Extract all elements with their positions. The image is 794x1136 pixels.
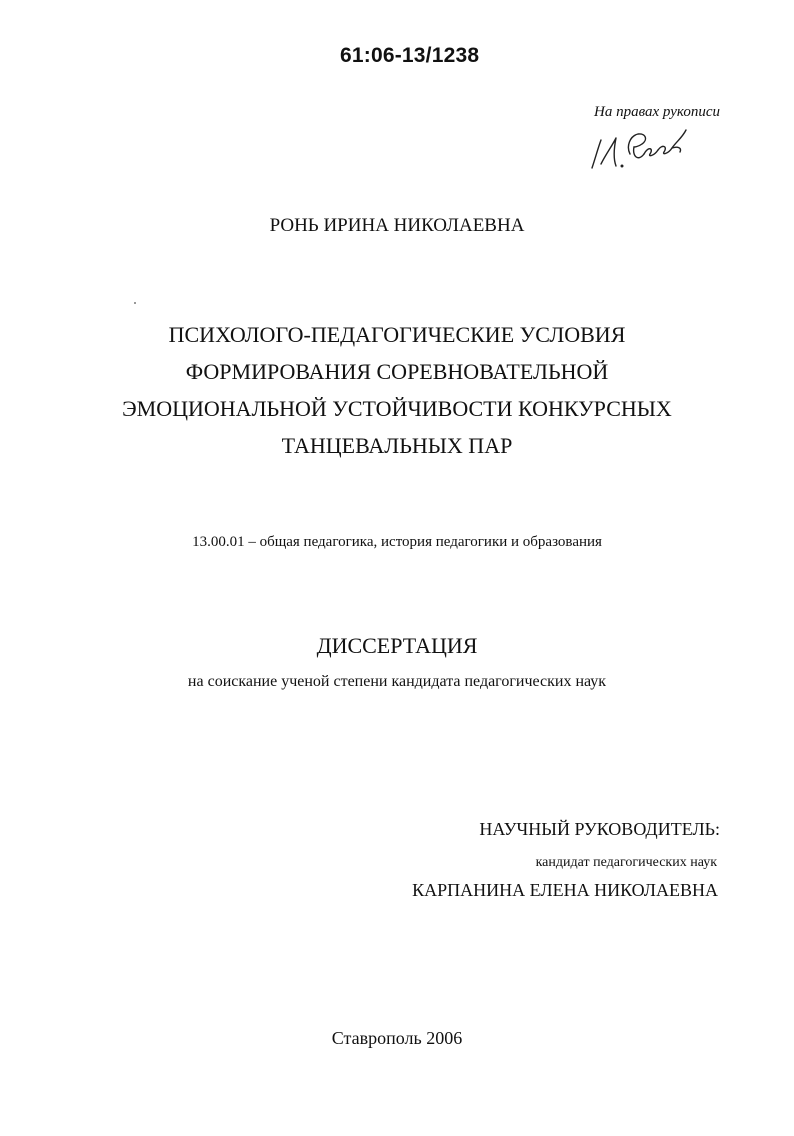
- dissertation-title: [0, 316, 794, 464]
- degree-sought: на соискание ученой степени кандидата педагогических наук: [187, 673, 607, 690]
- document-type: ДИССЕРТАЦИЯ: [316, 633, 478, 658]
- author-name: РОНЬ ИРИНА НИКОЛАЕВНА: [269, 215, 525, 236]
- catalog-code: 61:06-13/1238: [340, 44, 480, 67]
- title-line: ФОРМИРОВАНИЯ СОРЕВНОВАТЕЛЬНОЙ: [185, 359, 609, 384]
- scan-artifact: [134, 302, 136, 304]
- handwritten-signature: [586, 124, 696, 174]
- supervisor-degree: кандидат педагогических наук: [535, 855, 717, 870]
- place-and-year: Ставрополь 2006: [331, 1028, 463, 1048]
- supervisor-name: КАРПАНИНА ЕЛЕНА НИКОЛАЕВНА: [412, 880, 718, 900]
- title-line: ТАНЦЕВАЛЬНЫХ ПАР: [281, 433, 513, 458]
- rights-note: На правах рукописи: [594, 104, 720, 120]
- supervisor-heading: НАУЧНЫЙ РУКОВОДИТЕЛЬ:: [479, 819, 720, 839]
- title-line: ПСИХОЛОГО-ПЕДАГОГИЧЕСКИЕ УСЛОВИЯ: [168, 322, 626, 347]
- specialty-code: 13.00.01 – общая педагогика, история педагогики и образования: [192, 534, 602, 550]
- title-line: ЭМОЦИОНАЛЬНОЙ УСТОЙЧИВОСТИ КОНКУРСНЫХ: [122, 396, 672, 421]
